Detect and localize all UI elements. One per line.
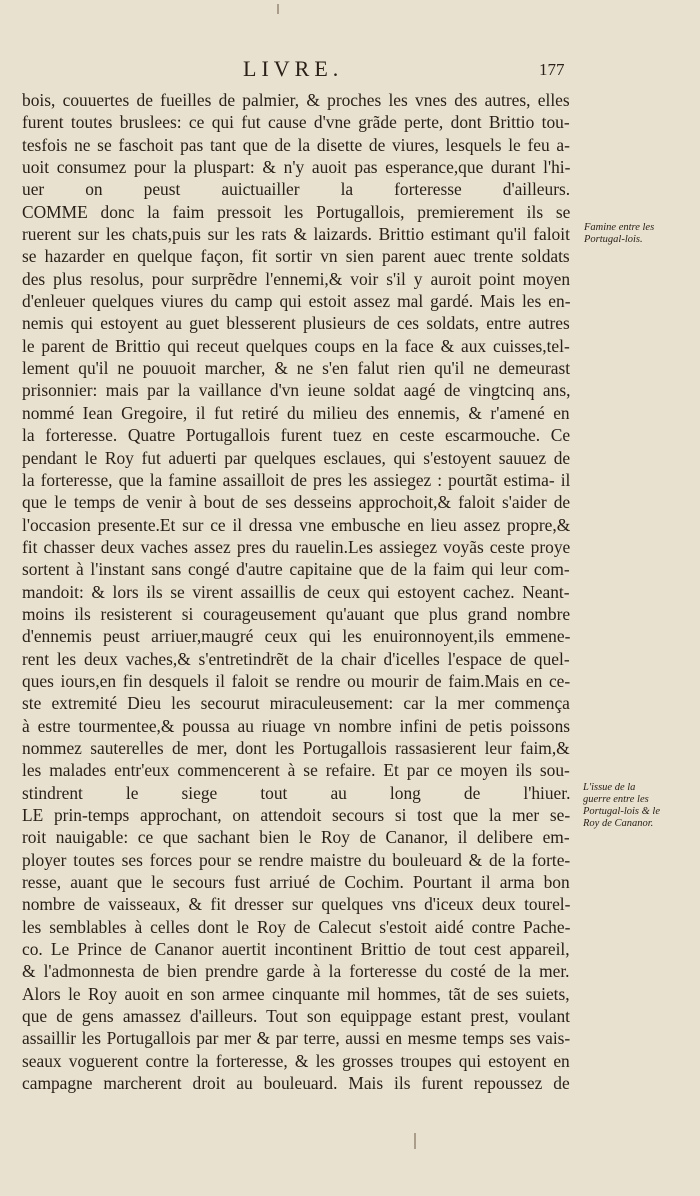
text-line: à estre tourmentee,& poussa au riuage vn nombre infini de petis poissons (22, 715, 570, 736)
text-line: d'ennemis peust arriuer,maugré ceux qui les enuironnoyent,ils emmene- (22, 626, 570, 647)
text-line: bois, couuertes de fueilles de palmier, & proches les vnes des autres, elles (22, 90, 570, 110)
page-header (0, 56, 700, 86)
text-line: les semblables à celles dont le Roy de Calecut s'estoit aidé contre Pache- (22, 916, 570, 937)
text-line: ques iours,en fin desquels il faloit se rendre ou mourir de faim.Mais en ce- (22, 670, 570, 691)
text-line: moins ils resisterent si courageusement qu'auant que plus grand nombre (22, 603, 570, 624)
text-line: nommé Iean Gregoire, il fut retiré du milieu des ennemis, & r'amené en (22, 402, 570, 423)
text-line: prisonnier: mais par la vaillance d'vn ieune soldat aagé de vingtcinq ans, (22, 380, 570, 401)
text-line: fit chasser deux vaches assez pres du rauelin.Les assiegez voyãs ceste proye (22, 536, 570, 557)
text-line: assaillir les Portugallois par mer & par terre, aussi en mesme temps ses vais- (22, 1028, 570, 1049)
text-line: seaux voguerent contre la forteresse, & les grosses troupes qui estoyent en (22, 1050, 570, 1071)
text-line: des plus resolus, pour surprẽdre l'ennemi,& voir s'il y auroit point moyen (22, 268, 570, 289)
text-line: la forteresse. Quatre Portugallois furent tuez en ceste escarmouche. Ce (22, 425, 570, 446)
text-line: Alors le Roy auoit en son armee cinquante mil hommes, tãt de ses suiets, (22, 983, 570, 1004)
text-line: la forteresse, que la famine assailloit de pres les assiegez : pourtãt estima- il (22, 469, 570, 490)
running-head: LIVRE. (243, 56, 344, 81)
text-line: se hazarder en quelque façon, fit sortir vn sien parent auec trente soldats (22, 246, 570, 267)
text-line: d'enleuer quelques viures du camp qui estoit assez mal gardé. Mais les en- (22, 291, 570, 312)
paper-speck (277, 4, 279, 14)
text-line: sortent à l'instant sans congé d'autre capitaine que de la faim qui leur com- (22, 559, 570, 580)
text-line: que de gens amassez d'ailleurs. Tout son equippage estant prest, voulant (22, 1006, 570, 1027)
page-number: 177 (539, 60, 565, 79)
text-line: nemis qui estoyent au guet blesserent plusieurs de ces soldats, entre autres (22, 313, 570, 334)
text-line: uer on peust auictuailler la forteresse d'ailleurs. (22, 179, 570, 200)
text-line: tesfois ne se faschoit pas tant que de la disette de viures, lesquels le feu a- (22, 134, 570, 155)
text-line: stindrent le siege tout au long de l'hiuer. (22, 782, 570, 803)
text-line: lement qu'il ne pouuoit marcher, & ne s'en falut rien qu'il ne demeurast (22, 358, 570, 379)
text-line: pendant le Roy fut aduerti par quelques esclaues, qui s'estoyent sauuez de (22, 447, 570, 468)
text-line: nombre de vaisseaux, & fit dresser sur quelques vns d'iceux deux tourel- (22, 894, 570, 915)
text-line: mandoit: & lors ils se virent assaillis de ceux qui estoyent cachez. Neant- (22, 581, 570, 602)
text-line: co. Le Prince de Cananor auertit incontinent Brittio de tout cest appareil, (22, 939, 570, 960)
text-line: ployer toutes ses forces pour se rendre maistre du bouleuard & de la forte- (22, 849, 570, 870)
text-line: nommez sauterelles de mer, dont les Portugallois rassasierent leur faim,& (22, 737, 570, 758)
margin-note-famine: Famine entre les Portugal-lois. (584, 222, 655, 245)
paper-speck (414, 1133, 416, 1149)
text-line: que le temps de venir à bout de ses desseins approchoit,& faloit s'aider de (22, 492, 570, 513)
text-line: roit nauigable: ce que sachant bien le Roy de Cananor, il delibere em- (22, 827, 570, 848)
text-line: ste extremité Dieu les secourut miraculeusement: car la mer commença (22, 693, 570, 714)
body-text (22, 89, 570, 1094)
text-line: l'occasion presente.Et sur ce il dressa vne embusche en lieu assez propre,& (22, 514, 570, 535)
text-line: & l'admonnesta de bien prendre garde à la forteresse du costé de la mer. (22, 961, 570, 982)
text-line: COMME donc la faim pressoit les Portugallois, premierement ils se (22, 201, 570, 222)
margin-note-issue-of-war: L'issue de la guerre entre les Portugal-lois & le Roy de Cananor. (583, 782, 660, 829)
text-line: furent toutes bruslees: ce qui fut cause d'vne grãde perte, dont Brittio tou- (22, 112, 570, 133)
text-line: LE prin-temps approchant, on attendoit secours si tost que la mer se- (22, 805, 570, 825)
text-line: rent les deux vaches,& s'entretindrẽt de la chair d'icelles l'espace de quel- (22, 648, 570, 669)
text-line: resse, auant que le secours fust arriué de Cochim. Pourtant il arma bon (22, 872, 570, 893)
text-line: campagne marcherent droit au bouleuard. Mais ils furent repoussez de (22, 1073, 570, 1094)
text-line: ruerent sur les chats,puis sur les rats & laizards. Brittio estimant qu'il faloit (22, 224, 570, 245)
text-line: le parent de Brittio qui receut quelques coups en la face & aux cuisses,tel- (22, 335, 570, 356)
text-line: les malades entr'eux commencerent à se refaire. Et par ce moyen ils sou- (22, 760, 570, 781)
text-line: uoit consumez pour la pluspart: & n'y auoit pas esperance,que durant l'hi- (22, 157, 570, 178)
